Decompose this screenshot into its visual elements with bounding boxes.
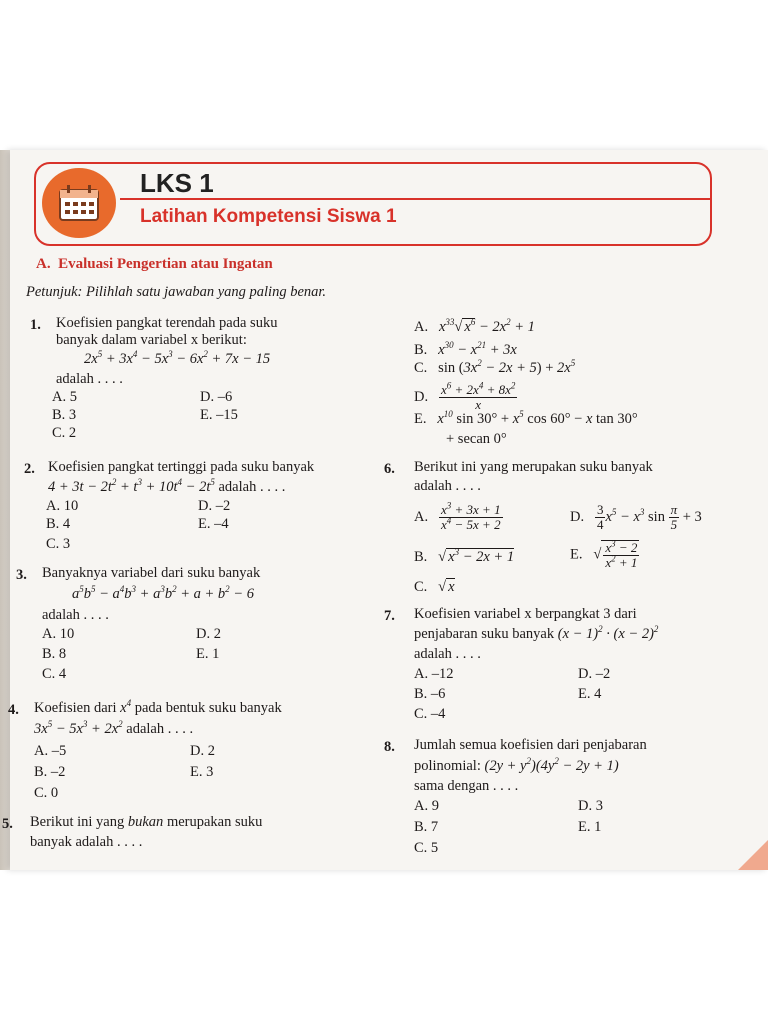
q6-option-d: D. $\frac{3}{4}$ $x^5 - x^3$ sin $\frac{\pi}{5}$ + 3 — [570, 502, 702, 532]
q8-option-a: A. 9 — [414, 798, 439, 814]
q4-number: 4. — [8, 702, 19, 718]
q6-line2: adalah . . . . — [414, 478, 481, 494]
q5-number: 5. — [2, 816, 13, 832]
q1-polynomial: $2x^5 + 3x^4 - 5x^3 - 6x^2 + 7x - 15$ — [84, 349, 271, 367]
q3-option-a: A. 10 — [42, 626, 75, 642]
q7-option-d: D. –2 — [578, 666, 611, 682]
q5-option-b: B. $x^{30} - x^{21} + 3x$ — [414, 340, 517, 358]
q1-option-d: D. –6 — [200, 389, 233, 405]
q4-line1-b: pada bentuk suku banyak — [134, 700, 282, 716]
q5-option-e: E. $x^{10}$ $\sin 30^\circ + x^5$ cos 60° − x tan 30° — [414, 409, 638, 427]
q5-option-a: A. $x^{33}√$ $x^6 - 2x^2 + 1$ — [414, 317, 535, 335]
q4-option-a: A. –5 — [34, 743, 67, 759]
instruction-label: Petunjuk: — [26, 284, 83, 300]
q1-option-e: E. –15 — [200, 407, 238, 423]
q1-line2: banyak dalam variabel x berikut: — [56, 332, 247, 348]
q2-option-b: B. 4 — [46, 516, 71, 532]
q4-option-b: B. –2 — [34, 764, 66, 780]
q4-line1-a: Koefisien dari — [34, 700, 117, 716]
header-frame — [34, 162, 712, 246]
q1-number: 1. — [30, 317, 41, 333]
q8-line1: Jumlah semua koefisien dari penjabaran — [414, 737, 647, 753]
q2-option-e: E. –4 — [198, 516, 229, 532]
q7-number: 7. — [384, 608, 395, 624]
q3-option-b: B. 8 — [42, 646, 67, 662]
q1-option-a: A. 5 — [52, 389, 77, 405]
q2-number: 2. — [24, 461, 35, 477]
q5-line1-emphasis: bukan — [127, 814, 164, 830]
q8-line3: sama dengan . . . . — [414, 778, 519, 794]
q2-line1: Koefisien pangkat tertinggi pada suku banyak — [48, 459, 315, 475]
q7-line2: penjabaran suku banyak $(x - 1)^2 \cdot (x - 2)^2$ — [414, 624, 659, 642]
q5-option-c: C. $\sin (3x^2 - 2x + 5) + 2x^5$ — [414, 358, 576, 376]
q2-polynomial: $4 + 3t - 2t^2 + t^3 + 10t^4 - 2t^5$ adalah . . . . — [48, 477, 286, 495]
q2-option-d: D. –2 — [198, 498, 231, 514]
page-title: LKS 1 — [140, 168, 214, 198]
q3-option-e: E. 1 — [196, 646, 220, 662]
q1-line1: Koefisien pangkat terendah pada suku — [56, 315, 278, 331]
q6-line1: Berikut ini yang merupakan suku banyak — [414, 459, 653, 475]
q3-line3: adalah . . . . — [42, 607, 109, 623]
section-heading — [36, 256, 273, 273]
q1-line3: adalah . . . . — [56, 371, 123, 387]
q6-number: 6. — [384, 461, 395, 477]
q5-line2: banyak adalah . . . . — [30, 834, 143, 850]
q5-line1-a: Berikut ini yang — [30, 814, 125, 830]
instruction-text: Pilihlah satu jawaban yang paling benar. — [86, 284, 327, 300]
section-title: Evaluasi Pengertian atau Ingatan — [58, 256, 273, 272]
q3-number: 3. — [16, 567, 27, 583]
q1-option-c: C. 2 — [52, 425, 77, 441]
q7-option-e: E. 4 — [578, 686, 602, 702]
q8-line2: polinomial: $(2y + y^2)(4y^2 - 2y + 1)$ — [414, 756, 619, 774]
q5-option-e-cont: + secan 0° — [446, 431, 507, 447]
q5-line1-c: merupakan suku — [166, 814, 263, 830]
q8-option-c: C. 5 — [414, 840, 439, 856]
q8-option-b: B. 7 — [414, 819, 439, 835]
q4-line1: Koefisien dari $x^4$ pada bentuk suku banyak — [34, 698, 282, 716]
q3-line1: Banyaknya variabel dari suku banyak — [42, 565, 261, 581]
q5-option-d: D. $\frac{x^6 + 2x^4 + 8x^2}{x}$ — [414, 380, 516, 412]
q1-option-b: B. 3 — [52, 407, 77, 423]
section-letter: A. — [36, 256, 51, 272]
q5-line1 — [30, 813, 262, 831]
instruction — [26, 284, 326, 301]
q3-option-c: C. 4 — [42, 666, 67, 682]
q8-option-e: E. 1 — [578, 819, 602, 835]
q4-polynomial: $3x^5 - 5x^3 + 2x^2$ adalah . . . . — [34, 719, 194, 737]
q6-option-e: E. √ $\frac{x^3 - 2}{x^2 + 1}$ — [570, 538, 638, 570]
q2-option-a: A. 10 — [46, 498, 79, 514]
q8-number: 8. — [384, 739, 395, 755]
q7-option-a: A. –12 — [414, 666, 454, 682]
q7-option-b: B. –6 — [414, 686, 446, 702]
q7-line1: Koefisien variabel x berpangkat 3 dari — [414, 606, 637, 622]
q6-option-a: A. $\frac{x^3 + 3x + 1}{x^4 - 5x + 2}$ — [414, 500, 501, 532]
q3-polynomial: $a^5b^5 - a^4b^3 + a^3b^2 + a + b^2 - 6$ — [72, 584, 254, 602]
q3-option-d: D. 2 — [196, 626, 221, 642]
q4-option-c: C. 0 — [34, 785, 59, 801]
q6-option-c: C. √ x — [414, 579, 455, 595]
q4-option-d: D. 2 — [190, 743, 215, 759]
q2-option-c: C. 3 — [46, 536, 71, 552]
q7-line3: adalah . . . . — [414, 646, 481, 662]
q8-option-d: D. 3 — [578, 798, 603, 814]
q4-option-e: E. 3 — [190, 764, 214, 780]
page-subtitle: Latihan Kompetensi Siswa 1 — [140, 206, 397, 227]
q7-option-c: C. –4 — [414, 706, 446, 722]
q6-option-b: B. √ $x^3 - 2x + 1$ — [414, 547, 515, 565]
calendar-icon — [42, 168, 116, 238]
